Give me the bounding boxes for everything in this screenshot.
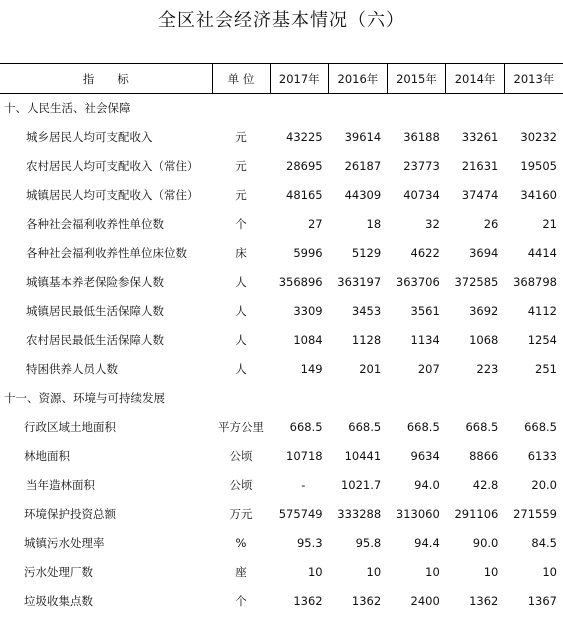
cell-value: 1084 <box>293 333 323 347</box>
table-row <box>0 297 563 326</box>
cell-value: 39614 <box>344 130 382 144</box>
cell-value: 94.4 <box>414 536 440 550</box>
cell-value: 149 <box>300 362 323 376</box>
cell-value: 26187 <box>344 159 382 173</box>
cell-value: 30232 <box>520 130 557 144</box>
row-unit: 个 <box>235 217 247 231</box>
cell-value: 95.3 <box>296 536 323 550</box>
cell-value: 10 <box>366 565 382 579</box>
cell-value: 4112 <box>527 304 557 318</box>
cell-value: 26 <box>483 217 499 231</box>
cell-value: 575749 <box>278 507 323 521</box>
header-year: 2013年 <box>504 64 563 94</box>
cell-value: 668.5 <box>465 420 499 434</box>
cell-value: 2400 <box>410 594 440 608</box>
cell-value: 37474 <box>461 188 499 202</box>
cell-value: 94.0 <box>414 478 440 492</box>
table-row <box>0 326 563 355</box>
cell-value: 668.5 <box>524 420 557 434</box>
cell-value: 10441 <box>344 449 382 463</box>
cell-value: 668.5 <box>289 420 323 434</box>
cell-value: 40734 <box>403 188 440 202</box>
cell-value: 6133 <box>527 449 557 463</box>
row-unit: 人 <box>235 275 247 289</box>
header-year: 2015年 <box>387 64 446 94</box>
cell-value: 21 <box>542 217 557 231</box>
section-title: 十一、资源、环境与可持续发展 <box>4 391 165 405</box>
row-label: 城镇居民最低生活保障人数 <box>26 304 164 318</box>
cell-value: 95.8 <box>355 536 382 550</box>
row-label: 城镇污水处理率 <box>24 536 105 550</box>
row-unit: 人 <box>235 362 247 376</box>
header-unit: 单 位 <box>212 64 270 94</box>
row-unit: % <box>235 536 247 550</box>
table-row <box>0 152 563 181</box>
row-label: 污水处理厂数 <box>24 565 93 579</box>
cell-value: 668.5 <box>348 420 382 434</box>
row-label: 各种社会福利收养性单位床位数 <box>26 246 187 260</box>
row-label: 林地面积 <box>24 449 70 463</box>
cell-value: 32 <box>425 217 440 231</box>
table-row <box>0 239 563 268</box>
row-label: 当年造林面积 <box>26 478 95 492</box>
row-label: 农村居民人均可支配收入（常住） <box>26 159 199 173</box>
cell-value: 90.0 <box>472 536 499 550</box>
row-label: 城镇基本养老保险参保人数 <box>26 275 164 289</box>
cell-value: 668.5 <box>406 420 440 434</box>
table-row <box>0 500 563 529</box>
cell-value: 27 <box>307 217 323 231</box>
cell-value: 1068 <box>469 333 499 347</box>
statistics-table <box>0 63 563 616</box>
cell-value: - <box>301 478 306 492</box>
row-unit: 元 <box>235 159 247 173</box>
table-row <box>0 210 563 239</box>
cell-value: 9634 <box>410 449 440 463</box>
cell-value: 5129 <box>351 246 382 260</box>
cell-value: 8866 <box>469 449 499 463</box>
row-unit: 公顷 <box>229 449 253 463</box>
cell-value: 10 <box>483 565 499 579</box>
row-unit: 万元 <box>229 507 253 521</box>
cell-value: 223 <box>476 362 499 376</box>
cell-value: 3694 <box>469 246 499 260</box>
cell-value: 10718 <box>286 449 323 463</box>
cell-value: 291106 <box>454 507 499 521</box>
row-label: 行政区域土地面积 <box>24 420 116 434</box>
table-row <box>0 558 563 587</box>
cell-value: 1367 <box>527 594 557 608</box>
cell-value: 251 <box>535 362 557 376</box>
table-row <box>0 587 563 616</box>
table-row <box>0 355 563 384</box>
cell-value: 1362 <box>351 594 382 608</box>
cell-value: 19505 <box>520 159 557 173</box>
cell-value: 33261 <box>461 130 499 144</box>
cell-value: 333288 <box>337 507 382 521</box>
cell-value: 363197 <box>337 275 382 289</box>
cell-value: 18 <box>366 217 382 231</box>
cell-value: 1021.7 <box>340 478 382 492</box>
cell-value: 201 <box>359 362 382 376</box>
row-unit: 座 <box>235 565 247 579</box>
cell-value: 372585 <box>454 275 499 289</box>
cell-value: 4622 <box>410 246 440 260</box>
cell-value: 1134 <box>410 333 440 347</box>
row-unit: 床 <box>235 246 247 260</box>
header-indicator: 指 标 <box>0 64 212 94</box>
row-label: 特困供养人员人数 <box>26 362 118 376</box>
cell-value: 10 <box>542 565 557 579</box>
table-header-row <box>0 64 563 94</box>
header-year: 2017年 <box>270 64 329 94</box>
row-unit: 人 <box>235 304 247 318</box>
row-label: 城镇居民人均可支配收入（常住） <box>26 188 199 202</box>
cell-value: 3692 <box>469 304 499 318</box>
cell-value: 3453 <box>351 304 382 318</box>
table-row <box>0 123 563 152</box>
row-label: 城乡居民人均可支配收入 <box>26 130 153 144</box>
cell-value: 84.5 <box>531 536 557 550</box>
table-row <box>0 471 563 500</box>
cell-value: 271559 <box>513 507 557 521</box>
cell-value: 34160 <box>520 188 557 202</box>
cell-value: 42.8 <box>472 478 499 492</box>
section-title: 十、人民生活、社会保障 <box>4 101 131 116</box>
section-row <box>0 94 563 123</box>
row-unit: 平方公里 <box>218 420 264 434</box>
header-year: 2016年 <box>329 64 388 94</box>
cell-value: 20.0 <box>531 478 557 492</box>
table-row <box>0 442 563 471</box>
cell-value: 1128 <box>351 333 382 347</box>
cell-value: 21631 <box>461 159 499 173</box>
cell-value: 207 <box>417 362 440 376</box>
row-unit: 个 <box>235 594 247 608</box>
cell-value: 10 <box>425 565 440 579</box>
section-row <box>0 384 563 413</box>
cell-value: 356896 <box>278 275 323 289</box>
row-unit: 元 <box>235 130 247 144</box>
cell-value: 363706 <box>395 275 440 289</box>
header-year: 2014年 <box>446 64 505 94</box>
table-row <box>0 529 563 558</box>
cell-value: 5996 <box>293 246 323 260</box>
table-row <box>0 181 563 210</box>
cell-value: 3309 <box>293 304 323 318</box>
cell-value: 1362 <box>293 594 323 608</box>
cell-value: 313060 <box>395 507 440 521</box>
cell-value: 4414 <box>527 246 557 260</box>
cell-value: 28695 <box>286 159 323 173</box>
cell-value: 23773 <box>403 159 440 173</box>
cell-value: 36188 <box>403 130 440 144</box>
cell-value: 48165 <box>286 188 323 202</box>
row-unit: 人 <box>235 333 247 347</box>
cell-value: 1254 <box>527 333 557 347</box>
cell-value: 43225 <box>286 130 323 144</box>
page-title: 全区社会经济基本情况（六） <box>158 10 405 31</box>
row-unit: 元 <box>235 188 247 202</box>
cell-value: 1362 <box>469 594 499 608</box>
row-label: 环境保护投资总额 <box>24 507 116 521</box>
cell-value: 44309 <box>344 188 382 202</box>
cell-value: 368798 <box>513 275 557 289</box>
row-unit: 公顷 <box>229 478 253 492</box>
row-label: 农村居民最低生活保障人数 <box>26 333 164 347</box>
table-row <box>0 413 563 442</box>
cell-value: 10 <box>307 565 323 579</box>
row-label: 各种社会福利收养性单位数 <box>26 217 164 231</box>
cell-value: 3561 <box>410 304 440 318</box>
row-label: 垃圾收集点数 <box>24 594 93 608</box>
table-row <box>0 268 563 297</box>
